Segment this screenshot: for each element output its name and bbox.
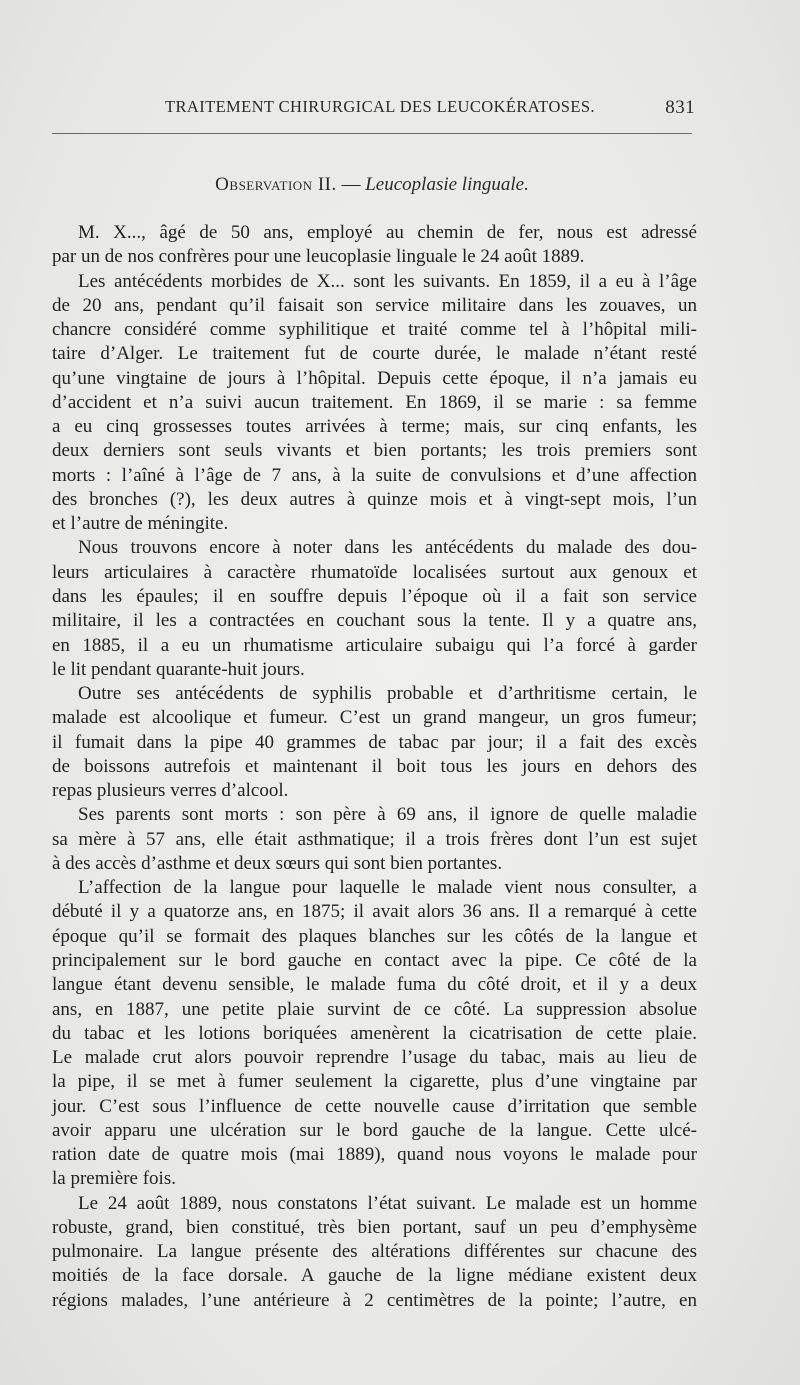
text-line: la première fois. xyxy=(52,1168,176,1190)
observation-heading xyxy=(0,174,744,196)
text-line: des bronches (?), les deux autres à quinze mois et à vingt-sept mois, l’un xyxy=(52,488,697,510)
text-line: chancre considéré comme syphilitique et traité comme tel à l’hôpital mili- xyxy=(52,319,697,341)
text-line: robuste, grand, bien constitué, très bien portant, sauf un peu d’emphysème xyxy=(52,1216,697,1238)
text-line: ration date de quatre mois (mai 1889), quand nous voyons le malade pour xyxy=(52,1144,697,1166)
text-line: L’affection de la langue pour laquelle le malade vient nous consulter, a xyxy=(78,877,697,899)
text-line: et l’autre de méningite. xyxy=(52,513,229,535)
text-line: leurs articulaires à caractère rhumatoïde localisées surtout aux genoux et xyxy=(52,561,697,583)
text-line: en 1885, il a eu un rhumatisme articulaire subaigu qui l’a forcé à garder xyxy=(52,634,697,656)
text-line: a eu cinq grossesses toutes arrivées à terme; mais, sur cinq enfants, les xyxy=(52,416,697,438)
text-line: régions malades, l’une antérieure à 2 centimètres de la pointe; l’autre, en xyxy=(52,1289,697,1311)
text-line: Les antécédents morbides de X... sont les suivants. En 1859, il a eu à l’âge xyxy=(78,270,697,292)
text-line: malade est alcoolique et fumeur. C’est un grand mangeur, un gros fumeur; xyxy=(52,707,697,729)
text-line: il fumait dans la pipe 40 grammes de tabac par jour; il a fait des excès xyxy=(52,731,697,753)
text-line: qu’une vingtaine de jours à l’hôpital. Depuis cette époque, il n’a jamais eu xyxy=(52,367,697,389)
text-line: M. X..., âgé de 50 ans, employé au chemin de fer, nous est adressé xyxy=(78,222,697,243)
text-line: la pipe, il se met à fumer seulement la cigarette, plus d’une vingtaine par xyxy=(52,1071,697,1093)
text-line: Ses parents sont morts : son père à 69 ans, il ignore de quelle maladie xyxy=(78,804,697,826)
text-line: militaire, il les a contractées en couchant sous la tente. Il y a quatre ans, xyxy=(52,610,697,632)
text-line: par un de nos confrères pour une leucoplasie linguale le 24 août 1889. xyxy=(52,246,585,268)
text-line: de 20 ans, pendant qu’il faisait son service militaire dans les zouaves, un xyxy=(52,294,697,316)
body-text xyxy=(52,221,697,1313)
observation-subtitle: Leucoplasie linguale. xyxy=(365,174,529,195)
heading-dash: — xyxy=(341,174,361,195)
text-line: repas plusieurs verres d’alcool. xyxy=(52,780,289,802)
text-line: époque qu’il se formait des plaques blanches sur les côtés de la langue et xyxy=(52,925,697,947)
text-line: morts : l’aîné à l’âge de 7 ans, à la suite de convulsions et d’une affection xyxy=(52,464,697,486)
text-line: sa mère à 57 ans, elle était asthmatique; il a trois frères dont l’un est sujet xyxy=(52,828,697,850)
text-line: Nous trouvons encore à noter dans les antécédents du malade des dou- xyxy=(78,537,697,559)
text-line: de boissons autrefois et maintenant il boit tous les jours en dehors des xyxy=(52,755,697,777)
text-line: ans, en 1887, une petite plaie survint de ce côté. La suppression absolue xyxy=(52,998,697,1020)
text-line: à des accès d’asthme et deux sœurs qui sont bien portantes. xyxy=(52,852,503,874)
text-line: Le malade crut alors pouvoir reprendre l’usage du tabac, mais au lieu de xyxy=(52,1047,697,1069)
text-line: moitiés de la face dorsale. A gauche de la ligne médiane existent deux xyxy=(52,1265,697,1287)
text-line: jour. C’est sous l’influence de cette nouvelle cause d’irritation que semble xyxy=(52,1095,697,1117)
text-line: deux derniers sont seuls vivants et bien portants; les trois premiers sont xyxy=(52,440,697,462)
observation-label: Observation II. xyxy=(215,174,337,195)
header-rule xyxy=(52,133,692,134)
text-line: pulmonaire. La langue présente des altérations différentes sur chacune des xyxy=(52,1241,697,1263)
text-line: débuté il y a quatorze ans, en 1875; il avait alors 36 ans. Il a remarqué à cette xyxy=(52,901,697,923)
text-line: principalement sur le bord gauche en contact avec la pipe. Ce côté de la xyxy=(52,949,697,971)
text-line: d’accident et n’a suivi aucun traitement. En 1869, il se marie : sa femme xyxy=(52,391,697,413)
text-line: Outre ses antécédents de syphilis probable et d’arthritisme certain, le xyxy=(78,683,697,705)
text-line: dans les épaules; il en souffre depuis l’époque où il a fait son service xyxy=(52,585,697,607)
text-line: avoir apparu une ulcération sur le bord gauche de la langue. Cette ulcé- xyxy=(52,1119,697,1141)
running-title: TRAITEMENT CHIRURGICAL DES LEUCOKÉRATOSES. xyxy=(165,97,595,116)
text-line: du tabac et les lotions boriquées amenèrent la cicatrisation de cette plaie. xyxy=(52,1022,697,1044)
text-line: langue étant devenu sensible, le malade fuma du côté droit, et il y a deux xyxy=(52,974,697,996)
page-number: 831 xyxy=(665,97,695,118)
text-line: taire d’Alger. Le traitement fut de courte durée, le malade n’étant resté xyxy=(52,343,697,365)
text-line: le lit pendant quarante-huit jours. xyxy=(52,658,305,680)
text-line: Le 24 août 1889, nous constatons l’état suivant. Le malade est un homme xyxy=(78,1192,697,1214)
